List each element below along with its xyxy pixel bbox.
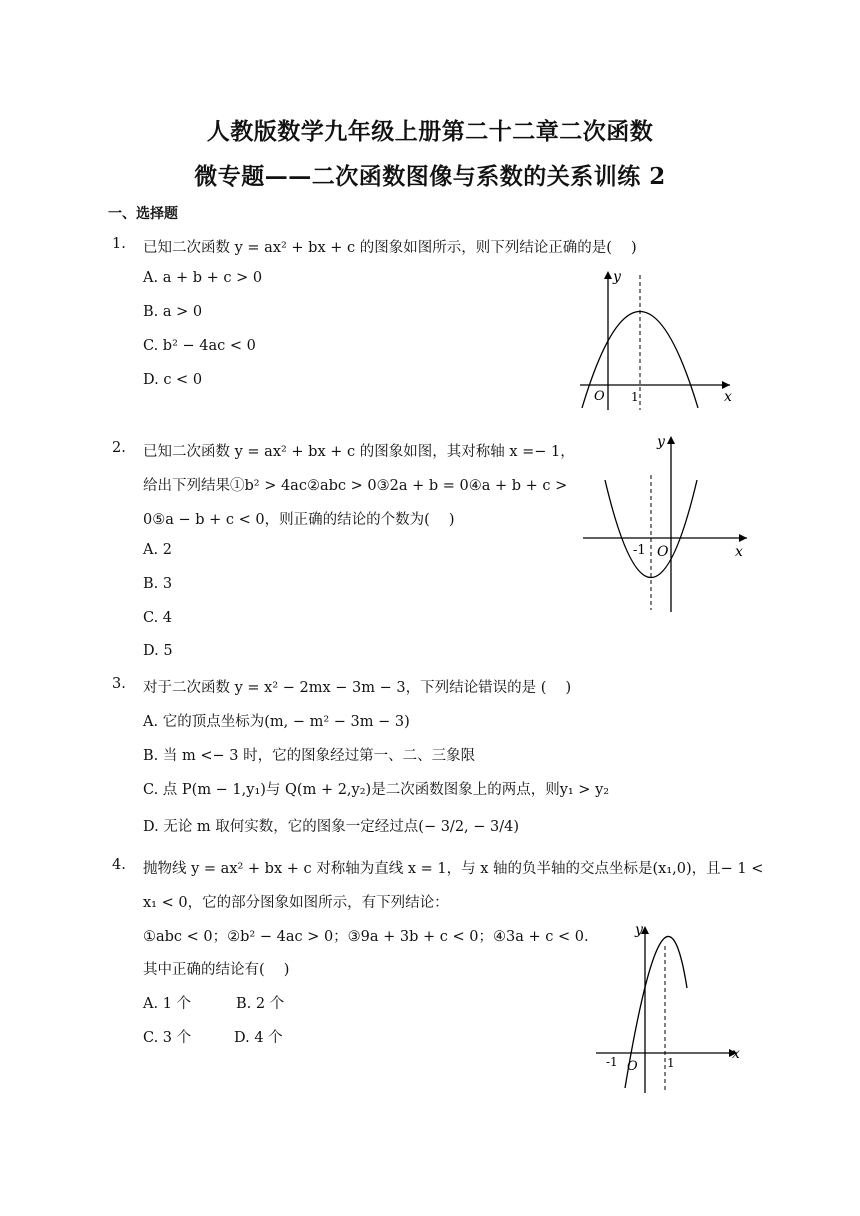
question-stem: 对于二次函数 y = x² − 2mx − 3m − 3，下列结论错误的是 ( ) <box>143 680 572 696</box>
tick-label: 1 <box>631 390 639 404</box>
tick-label-left: -1 <box>606 1055 618 1069</box>
option-d: D. c < 0 <box>143 372 203 388</box>
y-axis-label: y <box>657 434 665 450</box>
question-stem-line: 0⑤a − b + c < 0，则正确的结论的个数为( ) <box>143 512 455 528</box>
option-b: B. 当 m <− 3 时，它的图象经过第一、二、三象限 <box>143 748 476 764</box>
question-stem-line: 抛物线 y = ax² + bx + c 对称轴为直线 x = 1，与 x 轴的负半轴的交点坐标是(x₁,0)，且− 1 < <box>143 861 764 877</box>
x-axis-label: x <box>724 389 732 405</box>
option-c: C. 4 <box>143 610 173 626</box>
option-a: A. a + b + c > 0 <box>143 270 263 286</box>
question-number: 1. <box>112 236 126 252</box>
q1-graph <box>570 265 740 415</box>
question-number: 2. <box>112 440 126 456</box>
origin-label: O <box>657 544 669 560</box>
option-d: D. 无论 m 取何实数，它的图象一定经过点(− 3/2, − 3/4) <box>143 819 520 835</box>
origin-label: O <box>627 1059 638 1074</box>
tick-label: -1 <box>633 543 646 558</box>
option-b: B. a > 0 <box>143 304 203 320</box>
option-c: C. 点 P(m − 1,y₁)与 Q(m + 2,y₂)是二次函数图象上的两点，则y₁ > y₂ <box>143 782 610 798</box>
section-heading: 一、选择题 <box>108 206 178 222</box>
question-stem-line: 给出下列结果①b² > 4ac②abc > 0③2a + b = 0④a + b + c > <box>143 478 568 494</box>
option-b: B. 3 <box>143 576 173 592</box>
option-a: A. 2 <box>143 542 172 558</box>
question-stem-line: x₁ < 0，它的部分图象如图所示，有下列结论： <box>143 895 449 911</box>
option-d: D. 4 个 <box>234 1030 283 1046</box>
question-stem-line: 其中正确的结论有( ) <box>143 962 290 978</box>
question-stem-line: 已知二次函数 y = ax² + bx + c 的图象如图，其对称轴 x =− 1， <box>143 444 575 460</box>
option-a: A. 它的顶点坐标为(m, − m² − 3m − 3) <box>143 714 410 730</box>
y-axis-label: y <box>635 922 643 938</box>
question-stem: 已知二次函数 y = ax² + bx + c 的图象如图所示，则下列结论正确的是( ) <box>143 240 637 256</box>
option-c: C. 3 个 <box>143 1030 192 1046</box>
page-subtitle: 微专题——二次函数图像与系数的关系训练 2 <box>194 163 666 190</box>
question-stem-line: ①abc < 0；②b² − 4ac > 0；③9a + 3b + c < 0；④3a + c < 0. <box>143 929 589 945</box>
question-number: 4. <box>112 857 126 873</box>
q2-graph <box>575 430 760 615</box>
y-axis-label: y <box>613 269 621 285</box>
question-number: 3. <box>112 676 126 692</box>
option-a: A. 1 个 <box>143 996 192 1012</box>
q4-graph <box>592 918 747 1098</box>
page-title: 人教版数学九年级上册第二十二章二次函数 <box>206 118 654 145</box>
option-b: B. 2 个 <box>236 996 285 1012</box>
option-d: D. 5 <box>143 643 173 659</box>
option-c: C. b² − 4ac < 0 <box>143 338 256 354</box>
origin-label: O <box>594 389 605 404</box>
x-axis-label: x <box>732 1046 740 1062</box>
x-axis-label: x <box>735 544 743 560</box>
tick-label-right: 1 <box>667 1056 675 1070</box>
